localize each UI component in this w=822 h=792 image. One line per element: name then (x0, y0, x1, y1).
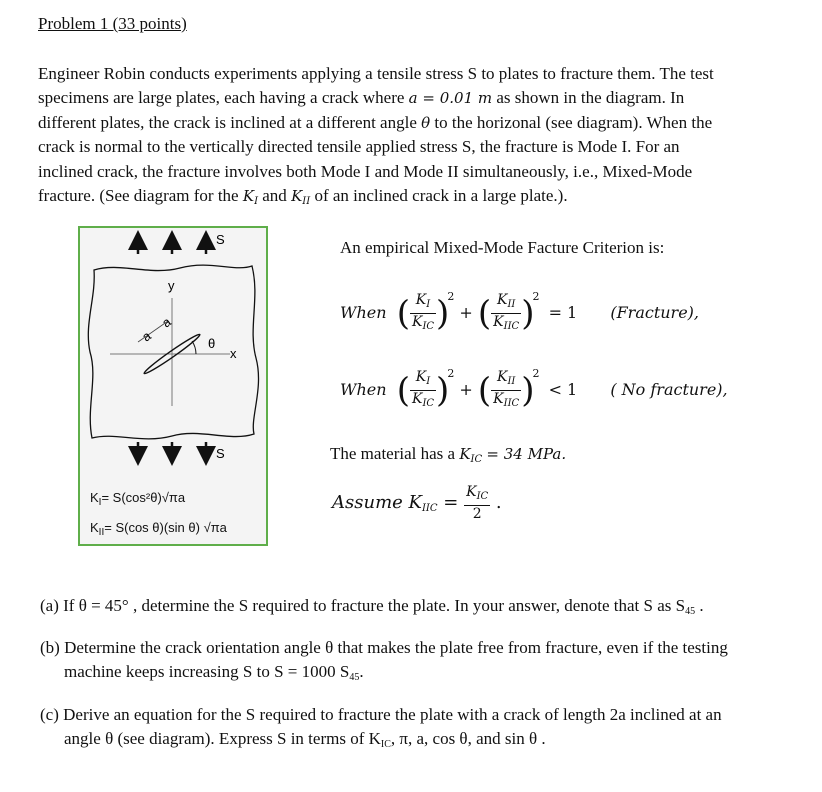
intro-line-3 (38, 111, 778, 135)
problem-title: Problem 1 (33 points) (38, 14, 187, 33)
bottom-stress-arrows (138, 442, 206, 456)
intro-text: specimens are large plates, each having a crack where (38, 88, 405, 108)
material-property: The material has a $K_{IC} = 34$ MPa. (330, 444, 567, 465)
intro-line-6 (38, 184, 778, 214)
criterion-heading: An empirical Mixed-Mode Facture Criterion is: (340, 238, 665, 257)
no-fracture-note: ( No fracture), (610, 380, 728, 399)
top-stress-arrows (138, 240, 206, 254)
crack-diagram (78, 226, 268, 546)
k1-formula: $K_I= S(\cos^2\theta)√\pi a$ (90, 490, 186, 508)
when-label: When (340, 303, 387, 322)
angle-label: θ (208, 336, 216, 351)
intro-line-1: Engineer Robin conducts experiments applying a tensile stress S to plates to fracture them. The test (38, 64, 714, 83)
k1-symbol: $K_I$ (242, 187, 259, 208)
stress-label-bottom: S (216, 446, 225, 461)
intro-text: as shown in the diagram. In (496, 88, 685, 108)
theta-symbol: θ (421, 113, 431, 132)
crack-half-length-label: a (159, 314, 174, 331)
intro-line-5: inclined crack, the fracture involves both Mode I and Mode II simultaneously, i.e., Mixed-Mode (38, 161, 693, 181)
intro-text: fracture. (See diagram for the (38, 186, 239, 206)
fracture-note: (Fracture), (610, 303, 699, 322)
crack-half-length-label: a (139, 328, 154, 345)
intro-text: to the horizonal (see diagram). When the (434, 112, 713, 132)
question-a: (a) If θ = 45° , determine the S required to fracture the plate. In your answer, denote that S as $S_{45}$ . (40, 596, 704, 617)
y-axis-label: y (168, 278, 175, 293)
intro-line-4: crack is normal to the vertically directed tensile applied stress S, the fracture is Mode I. For an (38, 137, 680, 157)
x-axis-label: x (230, 346, 237, 361)
intro-text: of an inclined crack in a large plate.). (314, 186, 568, 206)
no-fracture-equation: When ( $\frac{K_I}{K_{IC}}$ )$^2$ + ( $\frac{K_{II}}{K_{IIC}}$ )$^2$ < 1 ( No fracture), (340, 367, 728, 411)
k2-formula: $K_{II}= S(\cos$ θ)(sin θ) √πa (90, 520, 227, 538)
question-c: (c) Derive an equation for the S required to fracture the plate with a crack of length 2a inclined at an angle θ (see diagram). Express S in terms of $K_{IC}$, π, a, cos θ, and sin θ . (40, 705, 722, 750)
intro-text: and (262, 186, 287, 206)
intro-text: different plates, the crack is inclined at a different angle (38, 112, 417, 132)
stress-label-top: S (216, 232, 225, 247)
question-b: (b) Determine the crack orientation angle θ that makes the plate free from fracture, even if the testing machine keeps increasing S to S = 1000 $S_{45}$. (40, 638, 728, 683)
fracture-equation: When ( $\frac{K_I}{K_{IC}}$ )$^2$ + ( $\frac{K_{II}}{K_{IIC}}$ )$^2$ = 1 (Fracture), (340, 290, 699, 334)
intro-line-2 (38, 86, 778, 110)
crack-length-value: a = 0.01 m (408, 89, 493, 108)
problem-statement (38, 62, 778, 214)
assumption: Assume $K_{IIC}$ = $\frac{K_{IC}}{2}$ . (332, 484, 502, 522)
when-label: When (340, 380, 387, 399)
k2-symbol: $K_{II}$ (291, 187, 311, 208)
